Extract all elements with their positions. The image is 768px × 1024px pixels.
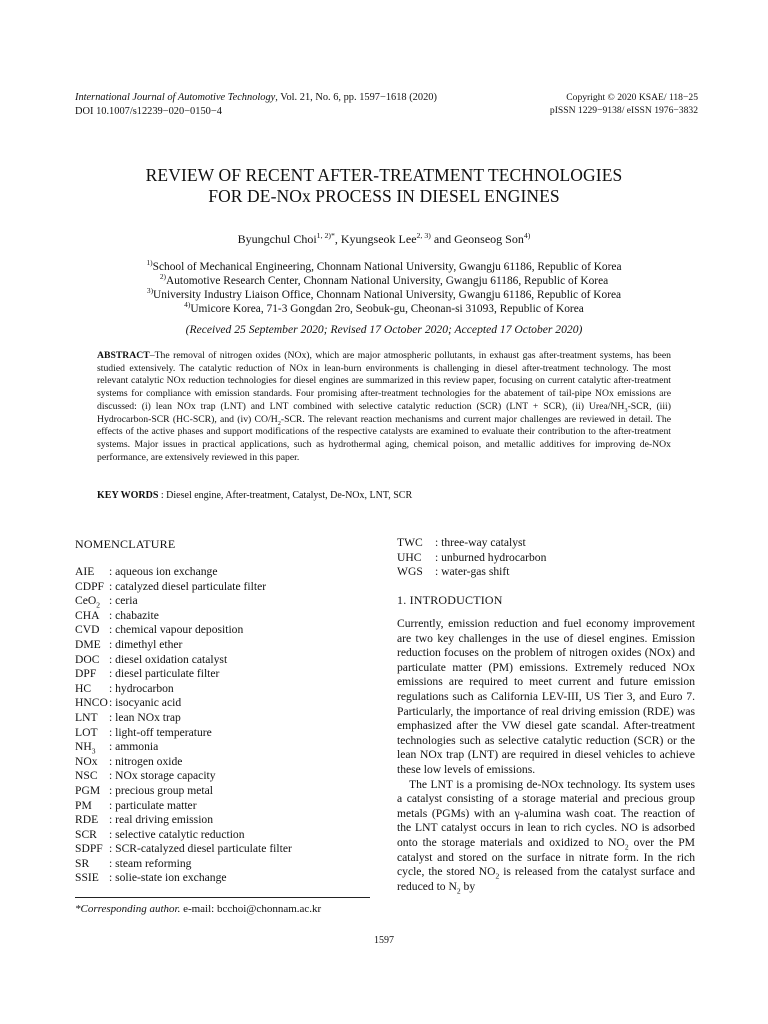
abstract-text: -SCR. The relevant reaction mechanisms and current major challenges are reviewed in detail. The effects of the active phases and support modifications of the respective catalysts are examined to evaluate their contribution to the after-treatment systems. Major issues in practical applications, such as hydrothermal aging, chemical poison, and metallic additives for improving de-NOx performance, are extensively reviewed in this paper. [97, 413, 671, 463]
nomenclature-definition: : catalyzed diesel particulate filter [109, 579, 267, 593]
affil-text: School of Mechanical Engineering, Chonnam National University, Gwangju 61186, Republic of Korea [152, 261, 622, 273]
title-line-1: REVIEW OF RECENT AFTER-TREATMENT TECHNOLOGIES [145, 165, 623, 185]
nomenclature-item [75, 799, 292, 814]
nomenclature-definition: : ammonia [109, 740, 159, 754]
keywords [97, 490, 671, 501]
nomenclature-abbr: SCR [75, 827, 97, 841]
author-affil-sup: 2, 3) [416, 231, 431, 240]
nomenclature-definition: : solie-state ion exchange [109, 871, 227, 885]
nomenclature-abbr: NOx [75, 754, 98, 768]
nomenclature-abbr: HNCO [75, 696, 108, 710]
nomenclature-list [75, 565, 292, 886]
nomenclature-abbr: CVD [75, 623, 100, 637]
nomenclature-definition: : chemical vapour deposition [109, 623, 244, 637]
nomenclature-definition: : aqueous ion exchange [109, 565, 218, 578]
nomenclature-item [397, 565, 546, 580]
nomenclature-definition: : diesel particulate filter [109, 667, 220, 681]
footnote-divider [75, 897, 370, 898]
author-affil-sup: 4) [523, 231, 531, 240]
introduction-heading: 1. INTRODUCTION [397, 593, 503, 607]
nomenclature-abbr: DOC [75, 652, 100, 666]
nomenclature-item [75, 594, 292, 609]
abstract-sub: 3 [624, 406, 628, 414]
nomenclature-abbr: WGS [397, 565, 423, 579]
affiliations [0, 260, 768, 316]
nomenclature-abbr: UHC [397, 550, 422, 564]
nomenclature-item [75, 726, 292, 741]
nomenclature-abbr: CHA [75, 608, 100, 622]
introduction-body [397, 617, 695, 894]
nomenclature-definition: : selective catalytic reduction [109, 827, 245, 841]
nomenclature-abbr: DME [75, 637, 101, 651]
nomenclature-title: NOMENCLATURE [75, 537, 176, 551]
author-sep: and [430, 232, 455, 246]
nomenclature-abbr: SDPF [75, 842, 103, 856]
affil-sup: 1) [146, 258, 153, 268]
nomenclature-item [397, 536, 546, 551]
paper-title [0, 165, 768, 207]
abstract-sub: 2 [277, 419, 281, 427]
affil-text: Automotive Research Center, Chonnam National University, Gwangju 61186, Republic of Korea [165, 275, 609, 287]
nomenclature-definition: : three-way catalyst [435, 536, 526, 549]
intro-text: is released from the catalyst surface and reduced to N [397, 865, 695, 893]
nomenclature-definition: : particulate matter [109, 798, 197, 812]
nomenclature-abbr: LOT [75, 725, 98, 739]
nomenclature-item [75, 638, 292, 653]
nomenclature-definition: : lean NOx trap [109, 710, 181, 724]
received-dates: (Received 25 September 2020; Revised 17 October 2020; Accepted 17 October 2020) [185, 323, 583, 336]
nomenclature-definition: : chabazite [109, 608, 159, 622]
author-list [0, 232, 768, 247]
nomenclature-definition: : dimethyl ether [109, 637, 183, 651]
copyright: Copyright © 2020 KSAE/ 118−25 [566, 92, 698, 103]
intro-sub: 2 [456, 886, 461, 895]
abstract-text: -SCR, (iii) Hydrocarbon-SCR (HC-SCR), and (iv) CO/H [97, 400, 671, 425]
corresponding-author-footnote [75, 903, 321, 915]
nomenclature-abbr: PGM [75, 783, 101, 797]
nomenclature-item [75, 609, 292, 624]
nomenclature-item [75, 682, 292, 697]
journal-name: International Journal of Automotive Technology [75, 92, 276, 103]
nomenclature-abbr: RDE [75, 813, 99, 827]
abstract [97, 350, 671, 464]
nomenclature-item [75, 711, 292, 726]
nomenclature-abbr: SR [75, 856, 90, 870]
nomenclature-definition: : SCR-catalyzed diesel particulate filter [109, 842, 292, 856]
nomenclature-item [397, 551, 546, 566]
nomenclature-definition: : ceria [109, 594, 138, 608]
nomenclature-abbr: NSC [75, 769, 98, 783]
nomenclature-abbr: TWC [397, 536, 423, 549]
nomenclature-abbr: LNT [75, 710, 98, 724]
title-line-2: FOR DE-NOx PROCESS IN DIESEL ENGINES [208, 186, 560, 206]
nomenclature-item [75, 580, 292, 595]
nomenclature-abbr: SSIE [75, 871, 99, 885]
nomenclature-item [75, 769, 292, 784]
nomenclature-item [75, 623, 292, 638]
journal-citation: , Vol. 21, No. 6, pp. 1597−1618 (2020) [275, 92, 437, 103]
intro-paragraph-2 [397, 778, 695, 895]
intro-paragraph-1: Currently, emission reduction and fuel economy improvement are two key challenges in the use of diesel engines. Emission reduction focuses on the problem of nitrogen oxides (NOx) and particulate matter (PM) emissions. Extremely reduced NOx emissions are required to meet current and future emission regulations such as California LEV-III, US Tier 3, and Euro 7. Particularly, the importance of real driving emission (RDE) was emphasized after the VW diesel gate scandal. After-treatment technologies such as selective catalytic reduction (SCR) or the lean NOx trap (LNT) are required in diesel vehicles to achieve these low levels of emissions. [397, 617, 695, 776]
nomenclature-item [75, 842, 292, 857]
affiliation [0, 260, 768, 274]
keywords-text: : Diesel engine, After-treatment, Catalyst, De-NOx, LNT, SCR [158, 490, 413, 501]
nomenclature-abbr: CeO$_2$ [75, 594, 101, 610]
affil-sup: 4) [184, 300, 191, 310]
nomenclature-abbr: AIE [75, 565, 95, 578]
nomenclature-abbr: PM [75, 798, 92, 812]
nomenclature-item [75, 740, 292, 755]
journal-header [75, 91, 437, 119]
author-affil-sup: 1, 2)* [316, 231, 335, 240]
nomenclature-abbr: CDPF [75, 579, 105, 593]
nomenclature-item [75, 653, 292, 668]
nomenclature-definition: : unburned hydrocarbon [435, 550, 547, 564]
affil-sup: 2) [159, 272, 166, 282]
intro-text: by [460, 879, 476, 893]
nomenclature-item [75, 696, 292, 711]
author-name: Kyungseok Lee [340, 232, 417, 246]
footnote-label: *Corresponding author. [75, 903, 181, 915]
nomenclature-item [75, 565, 292, 580]
keywords-label: KEY WORDS [97, 490, 159, 501]
affiliation [0, 274, 768, 288]
footnote-email: e-mail: bcchoi@chonnam.ac.kr [180, 903, 322, 915]
nomenclature-definition: : isocyanic acid [109, 696, 182, 710]
copyright-header [550, 91, 698, 117]
affil-text: University Industry Liaison Office, Chonnam National University, Gwangju 61186, Republic of Korea [153, 289, 622, 301]
nomenclature-item [75, 784, 292, 799]
affil-sup: 3) [146, 286, 154, 296]
nomenclature-item [75, 755, 292, 770]
intro-sub: 2 [495, 871, 500, 881]
abstract-text: –The removal of nitrogen oxides (NOx), which are major atmospheric pollutants, in exhaust gas after-treatment systems, has been studied extensively. The catalytic reduction of NOx in lean-burn environments is challenging in diesel after-treatment technology. The most relevant catalytic NOx reduction technologies for diesel engines are summarized in this review paper, focusing on current catalytic after-treatment systems for compliance with emission standards. Four promising after-treatment technologies for the abatement of tail-pipe NOx emissions are discussed: (i) lean NOx trap (LNT) and LNT combined with selective catalytic reduction (SCR) (LNT + SCR), (ii) Urea/NH [97, 350, 671, 412]
page-number: 1597 [374, 935, 394, 946]
intro-sub: 2 [624, 842, 629, 852]
nomenclature-item [75, 667, 292, 682]
issn: pISSN 1229−9138/ eISSN 1976−3832 [549, 105, 698, 116]
nomenclature-item [75, 857, 292, 872]
nomenclature-abbr: $NH_3$ [75, 740, 96, 756]
nomenclature-definition: : diesel oxidation catalyst [109, 652, 228, 666]
nomenclature-definition: : NOx storage capacity [109, 769, 216, 783]
nomenclature-definition: : light-off temperature [109, 725, 212, 739]
author-sep: , [334, 232, 341, 246]
nomenclature-definition: : steam reforming [109, 856, 192, 870]
nomenclature-definition: : real driving emission [109, 813, 214, 827]
nomenclature-definition: : hydrocarbon [109, 681, 174, 695]
nomenclature-item [75, 828, 292, 843]
intro-text: over the PM catalyst and stored on the surface in nitrate form. In the rich cycle, the stored NO [397, 835, 695, 879]
intro-text: The LNT is a promising de-NOx technology. Its system uses a catalyst consisting of a storage material and precious group metals (PGMs) with an γ-alumina wash coat. The reaction of the LNT catalyst occurs in lean to rich cycles. NO is adsorbed onto the storage materials and oxidized to NO [397, 777, 695, 849]
nomenclature-definition: : water-gas shift [435, 565, 510, 579]
nomenclature-abbr: DPF [75, 667, 97, 681]
author-name: Geonseog Son [454, 232, 524, 246]
nomenclature-definition: : precious group metal [109, 783, 213, 797]
nomenclature-list-continued [397, 536, 546, 580]
affiliation [0, 302, 768, 316]
abstract-label: ABSTRACT [97, 350, 150, 361]
affiliation [0, 288, 768, 302]
doi: DOI 10.1007/s12239−020−0150−4 [75, 106, 222, 117]
nomenclature-definition: : nitrogen oxide [109, 754, 183, 768]
nomenclature-item [75, 871, 292, 886]
affil-text: Umicore Korea, 71-3 Gongdan 2ro, Seobuk-gu, Cheonan-si 31093, Republic of Korea [190, 303, 584, 315]
author-name: Byungchul Choi [237, 232, 317, 246]
nomenclature-abbr: HC [75, 681, 92, 695]
nomenclature-item [75, 813, 292, 828]
